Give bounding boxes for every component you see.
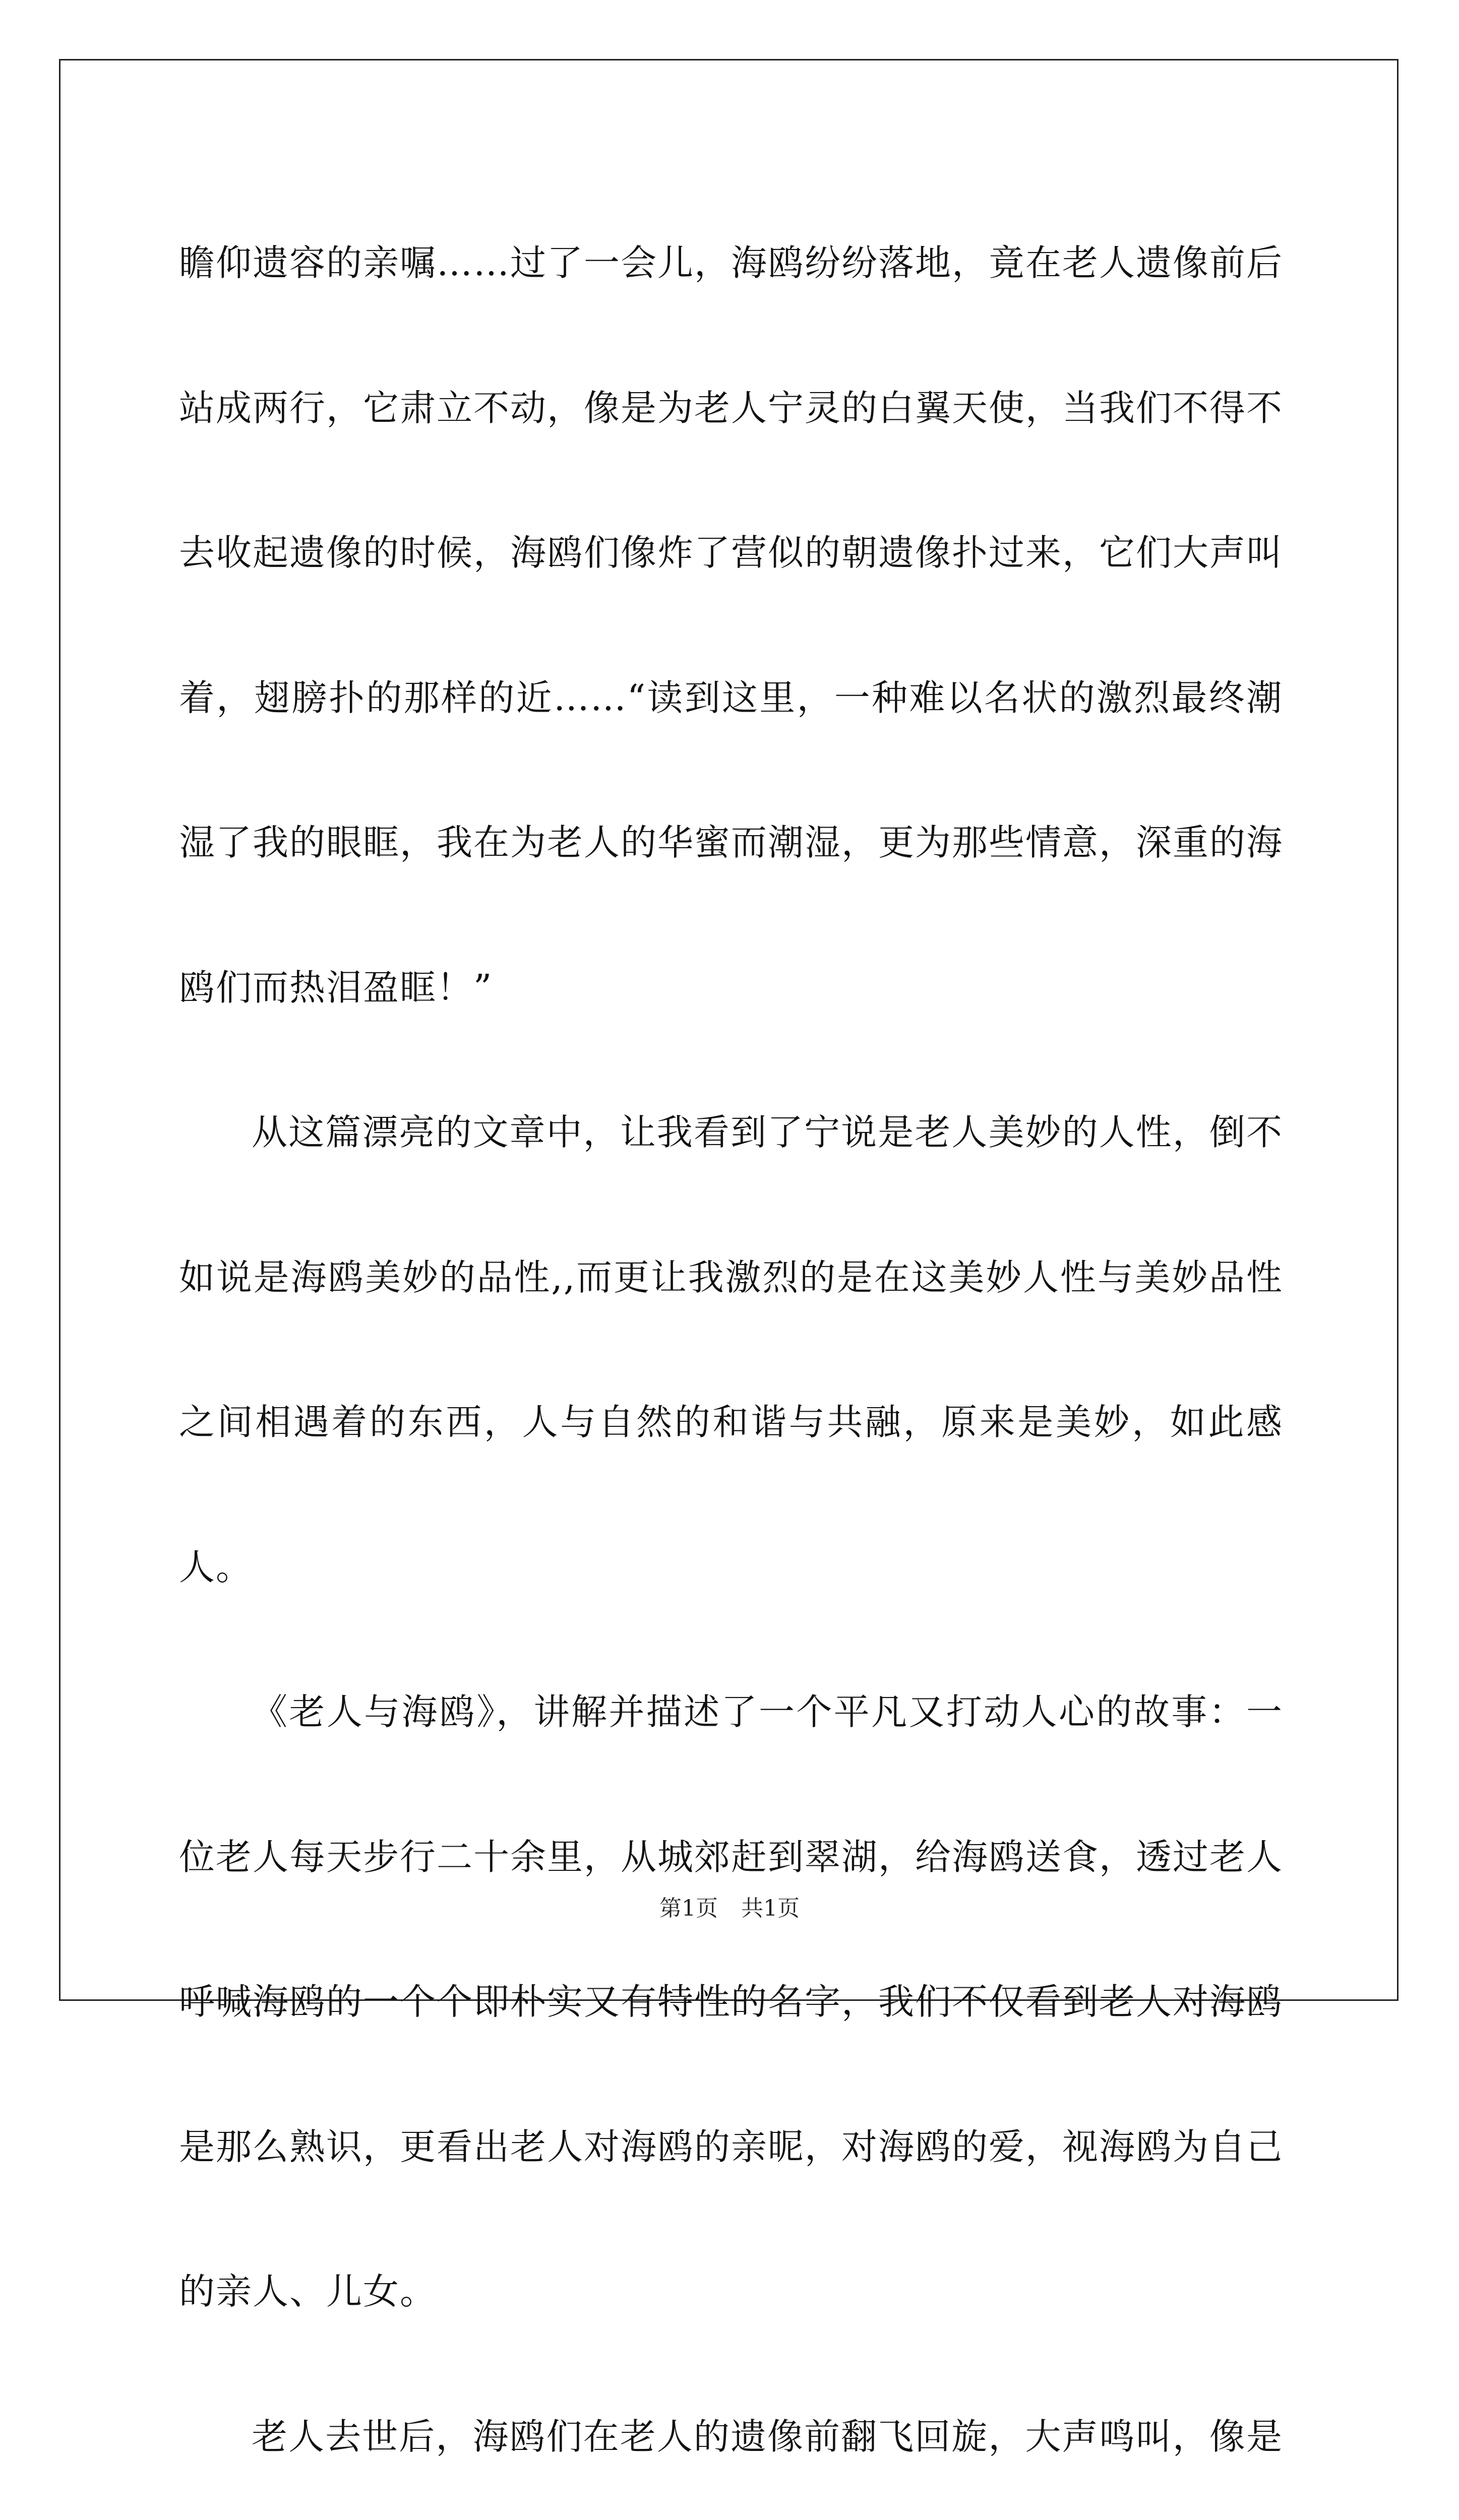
paragraph-2: 从这篇漂亮的文章中，让我看到了宁说是老人美妙的人性，倒不如说是海鸥美妙的品性,,而更让我激烈的是在这美妙人性与美妙品性之间相遇着的东西，人与自然的和谐与共融，原来是美妙，如此感人。: [179, 1060, 1283, 1640]
page-footer: [0, 1890, 1459, 1922]
paragraph-4: 老人去世后，海鸥们在老人的遗像前翻飞回旋，大声鸣叫，像是: [179, 2364, 1283, 2520]
page-total: 共1页: [741, 1896, 800, 1921]
page-number: 第1页: [659, 1896, 718, 1921]
paragraph-1: 瞻仰遗容的亲嘱……过了一会儿，海鸥纷纷落地，竟在老人遗像前后站成两行，它肃立不动，像是为老人宁灵的白翼天使，当我们不得不去收起遗像的时候，海鸥们像炸了营似的朝遗像扑过来，它们大声叫着，翅膀扑的那样的近……“读到这里，一种难以名状的激烈最终潮湿了我的眼眶，我在为老人的华蜜而潮湿，更为那些情意，深重的海鸥们而热泪盈眶！”: [179, 191, 1283, 1060]
paragraph-3: 《老人与海鸥》，讲解并描述了一个平凡又打动人心的故事：一位老人每天步行二十余里，从城郊赶到翠湖，给海鸥送食，透过老人呼喊海鸥的一个个即朴实又有特性的名字，我们不仅看到老人对海鸥是那么熟识，更看出老人对海鸥的亲昵，对海鸥的爱，视海鸥为自己的亲人、儿女。: [179, 1640, 1283, 2364]
document-body: [179, 191, 1283, 2520]
